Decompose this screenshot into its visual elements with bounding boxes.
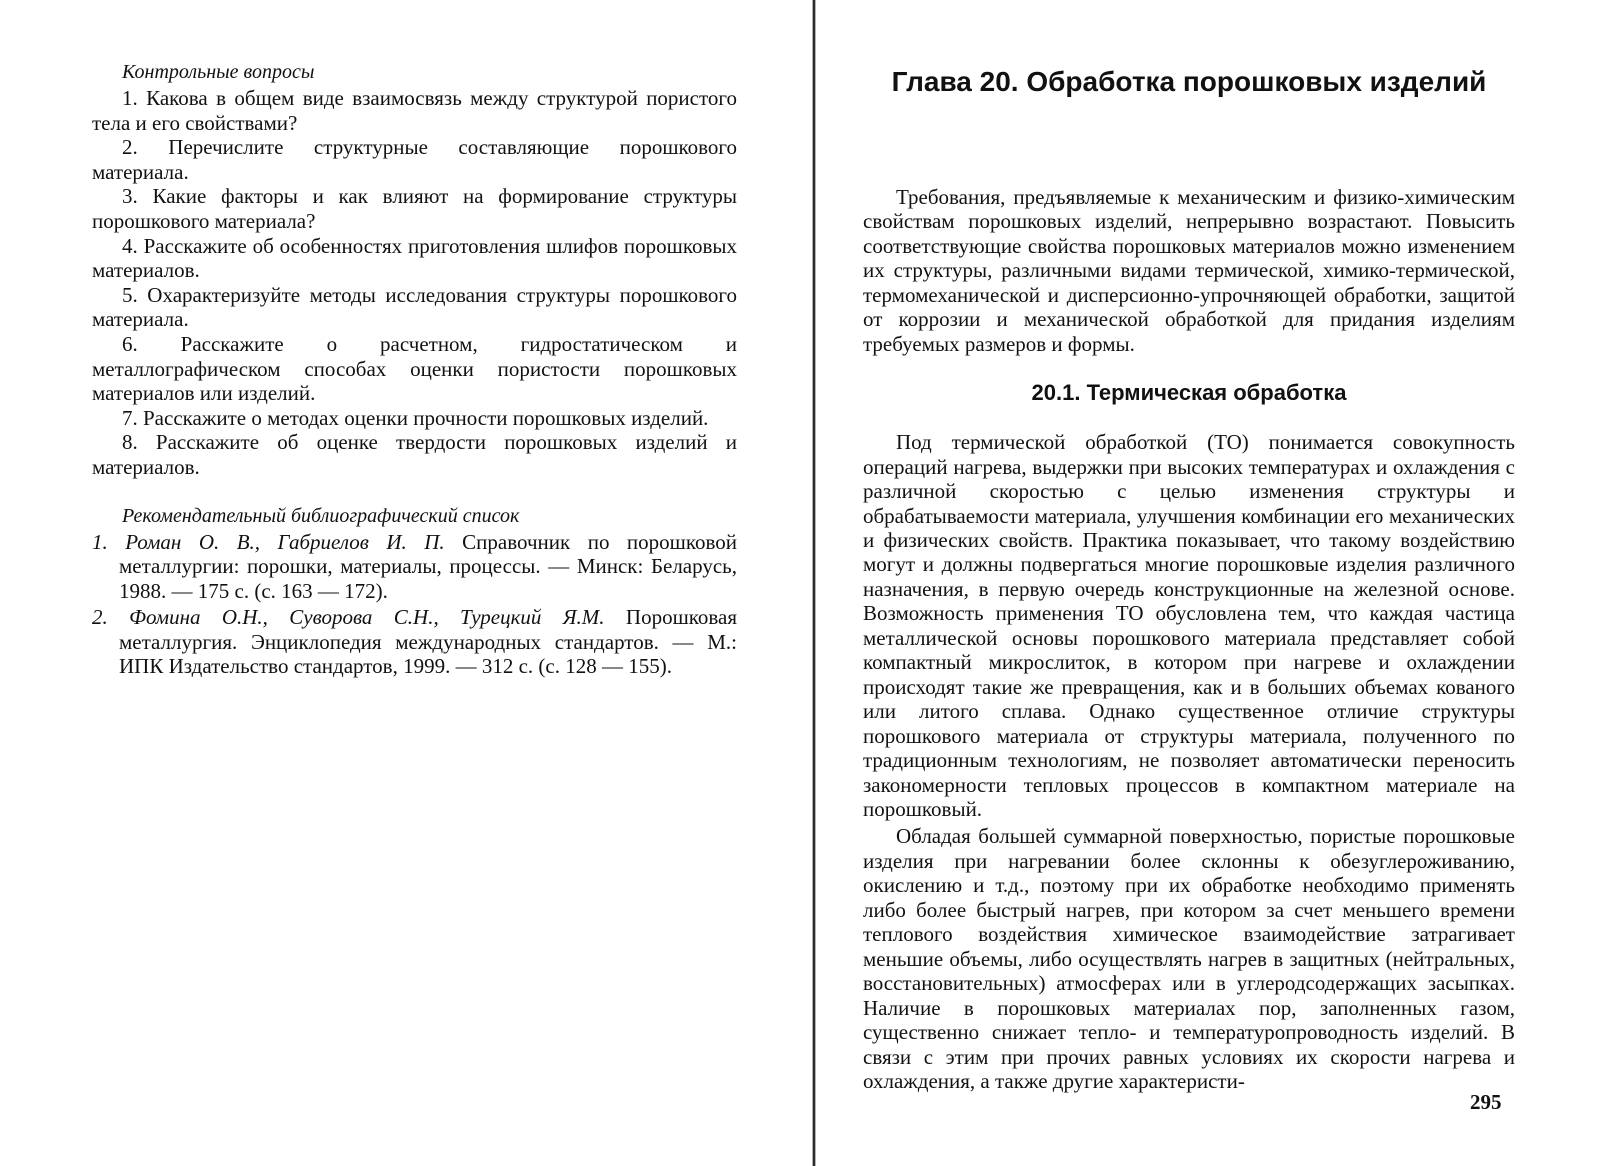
bibliography-text: Справочник по порошковой металлургии: порошки, материалы, процессы. — Минск: Беларусь, 1988. — 175 с. (с. 163 — 172). [119,529,737,603]
bibliography-item [92,605,737,679]
bibliography-item [92,530,737,604]
question-item: 8. Расскажите об оценке твердости порошковых изделий и материалов. [92,430,737,479]
questions-heading: Контрольные вопросы [122,61,315,83]
bibliography-authors: 1. Роман О. В., Габриелов И. П. [92,529,445,554]
intro-paragraph: Требования, предъявляемые к механическим и физико-химическим свойствам порошковых изделий, непрерывно возрастают. Повысить соответствующие свойства порошковых материалов можно изменением их структуры, различными видами термической, химико-термической, термомеханической и дисперсионно-упрочняющей обработки, защитой от коррозии и механической обработкой для придания изделиям требуемых размеров и формы. [863,185,1515,356]
left-page [0,0,790,1166]
question-item: 2. Перечислите структурные составляющие порошкового материала. [92,135,737,184]
chapter-title: Глава 20. Обработка порошковых изделий [891,66,1487,97]
question-item: 7. Расскажите о методах оценки прочности порошковых изделий. [122,405,709,430]
page-number: 295 [1470,1090,1502,1114]
body-paragraph: Под термической обработкой (ТО) понимается совокупность операций нагрева, выдержки при высоких температурах и охлаждения с различной скоростью с целью изменения структуры и обрабатываемости материала, улучшения комбинации его механических и физических свойств. Практика показывает, что такому воздействию могут и должны подвергаться многие порошковые изделия различного назначения, в первую очередь конструкционные на железной основе. Возможность применения ТО обусловлена тем, что каждая частица металлической основы порошкового материала представляет собой компактный микрослиток, в котором при нагреве и охлаждении происходят такие же превращения, как и в больших объемах кованого или литого сплава. Однако существенное отличие структуры порошкового материала от структуры материала, полученного по традиционным технологиям, не позволяет автоматически переносить закономерности тепловых процессов в компактном материале на порошковый. [863,430,1515,821]
question-item: 5. Охарактеризуйте методы исследования структуры порошкового материала. [92,282,737,332]
question-item: 6. Расскажите о расчетном, гидростатическом и металлографическом способах оценки пористости порошковых материалов или изделий. [92,331,737,406]
section-title: 20.1. Термическая обработка [1031,380,1347,406]
right-page [800,0,1601,1166]
bibliography-authors: 2. Фомина О.Н., Суворова С.Н., Турецкий Я.М. [92,605,605,630]
question-item: 3. Какие факторы и как влияют на формирование структуры порошкового материала? [92,184,737,233]
body-paragraph: Обладая большей суммарной поверхностью, пористые порошковые изделия при нагревании более склонны к обезуглероживанию, окислению и т.д., поэтому при их обработке необходимо применять либо более быстрый нагрев, при котором за счет меньшего времени теплового воздействия химическое взаимодействие затрагивает меньшие объемы, либо осуществлять нагрев в защитных (нейтральных, восстановительных) атмосферах или в углеродсодержащих засыпках. Наличие в порошковых материалах пор, заполненных газом, существенно снижает тепло- и температуропроводность изделий. В связи с этим при прочих равных условиях их скорости нагрева и охлаждения, а также другие характеристи- [863,824,1515,1093]
spacer [92,480,737,504]
question-item: 1. Какова в общем виде взаимосвязь между структурой пористого тела и его свойствами? [92,86,737,135]
left-page-content [92,60,737,681]
right-page-content [863,62,1515,1093]
bibliography-text: Порошковая металлургия. Энциклопедия международных стандартов. — М.: ИПК Издательство стандартов, 1999. — 312 с. (с. 128 — 155). [119,605,738,679]
question-item: 4. Расскажите об особенностях приготовления шлифов порошковых материалов. [92,233,737,283]
bibliography-heading: Рекомендательный библиографический список [122,504,520,527]
